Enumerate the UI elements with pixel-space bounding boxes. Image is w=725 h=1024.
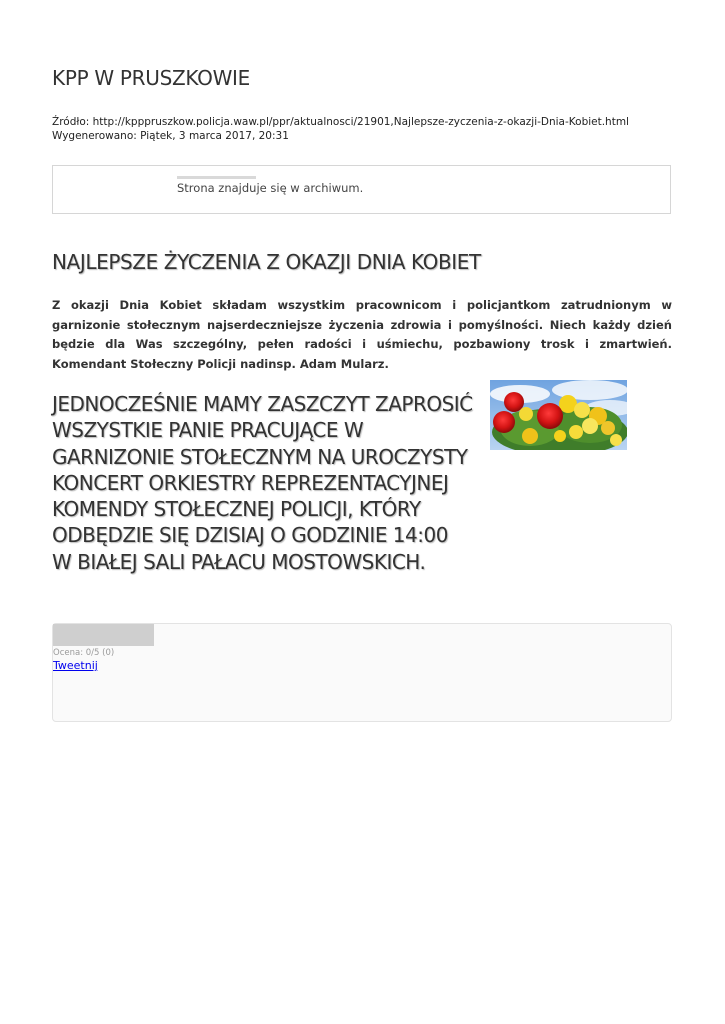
flower-bouquet-image <box>490 380 627 450</box>
announcement-line: ODBĘDZIE SIĘ DZISIAJ O GODZINIE 14:00 <box>52 523 448 548</box>
archive-bar <box>177 176 256 179</box>
source-meta <box>52 115 629 143</box>
tweet-link[interactable]: Tweetnij <box>53 659 98 672</box>
announcement-line: GARNIZONIE STOŁECZNYM NA UROCZYSTY <box>52 444 468 469</box>
article-title: NAJLEPSZE ŻYCZENIA Z OKAZJI DNIA KOBIET <box>52 250 481 274</box>
announcement-line: W BIAŁEJ SALI PAŁACU MOSTOWSKICH. <box>52 549 426 574</box>
announcement-line: JEDNOCZEŚNIE MAMY ZASZCZYT ZAPROSIĆ <box>52 392 473 416</box>
archive-notice-box <box>52 165 671 214</box>
source-url: Źródło: http://kpppruszkow.policja.waw.pl/ppr/aktualnosci/21901,Najlepsze-zyczenia-z-okazji-Dnia-Kobiet.html <box>52 116 629 128</box>
archive-notice-text: Strona znajduje się w archiwum. <box>177 181 364 195</box>
article-lead: Z okazji Dnia Kobiet składam wszystkim pracownicom i policjantkom zatrudnionym w garnizonie stołecznym najserdeczniejsze życzenia zdrowia i pomyślności. Niech każdy dzień będzie dla Was szczególny, pełen radości i uśmiechu, pozbawiony trosk i zmartwień. Komendant Stołeczny Policji nadinsp. Adam Mularz. <box>52 298 672 371</box>
rating-text: Ocena: 0/5 (0) <box>53 648 115 658</box>
announcement-heading <box>52 391 492 575</box>
generated-date: Wygenerowano: Piątek, 3 marca 2017, 20:31 <box>52 130 289 142</box>
rating-box <box>52 623 672 722</box>
announcement-line: WSZYSTKIE PANIE PRACUJĄCE W <box>52 418 364 443</box>
site-title: KPP W PRUSZKOWIE <box>52 66 250 90</box>
announcement-line: KOMENDY STOŁECZNEJ POLICJI, KTÓRY <box>52 497 421 522</box>
rating-bar[interactable] <box>53 624 154 646</box>
announcement-line: KONCERT ORKIESTRY REPREZENTACYJNEJ <box>52 470 449 495</box>
